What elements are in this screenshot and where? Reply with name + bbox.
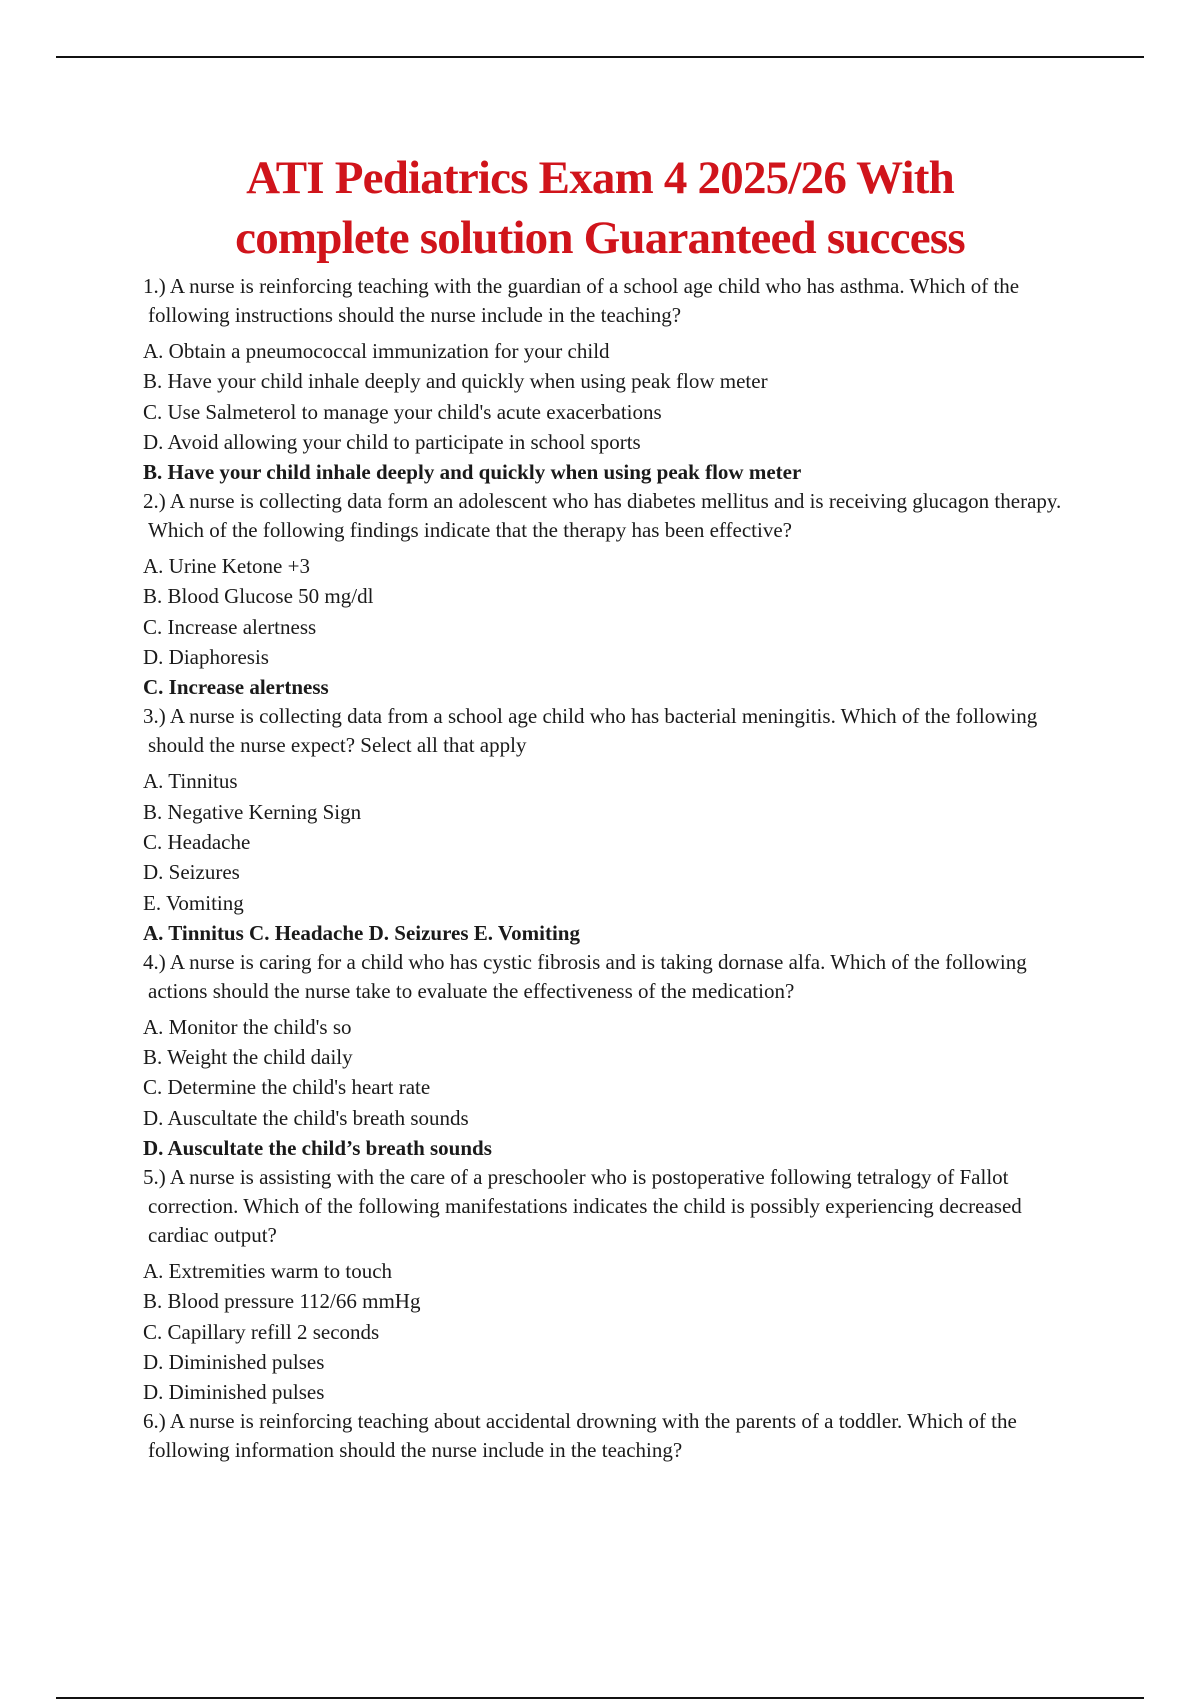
answer-key: A. Tinnitus C. Headache D. Seizures E. Vomiting (143, 920, 580, 945)
option-c: C. Capillary refill 2 seconds (143, 1319, 380, 1344)
option-list (143, 1012, 1083, 1133)
question-text: 1.) A nurse is reinforcing teaching with the guardian of a school age child who has asthma. Which of the following instructions should the nurse include in the teaching? (143, 274, 1020, 327)
option-a: A. Urine Ketone +3 (143, 554, 310, 579)
option-list (143, 766, 1083, 917)
question-block-2 (143, 487, 1083, 702)
question-block-3 (143, 702, 1083, 947)
question-text: 3.) A nurse is collecting data from a school age child who has bacterial meningitis. Which of the following should the nurse expect? Select all that apply (143, 704, 1038, 758)
option-d: D. Seizures (143, 860, 240, 885)
option-list (143, 1256, 1083, 1377)
option-b: B. Blood Glucose 50 mg/dl (143, 584, 374, 609)
question-text: 2.) A nurse is collecting data form an adolescent who has diabetes mellitus and is receiving glucagon therapy. Which of the following findings indicate that the therapy has been effective? (143, 489, 1062, 543)
option-e: E. Vomiting (143, 890, 244, 915)
question-text: 6.) A nurse is reinforcing teaching about accidental drowning with the parents of a toddler. Which of the following information should the nurse include in the teaching? (143, 1409, 1017, 1463)
option-b: B. Negative Kerning Sign (143, 799, 362, 824)
question-text: 5.) A nurse is assisting with the care of a preschooler who is postoperative following tetralogy of Fallot correction. Which of the following manifestations indicates the child is possibly experiencing decreased cardiac output? (143, 1165, 1022, 1248)
question-list (143, 272, 1083, 1465)
answer-key: D. Diminished pulses (143, 1380, 325, 1405)
question-block-1 (143, 272, 1083, 487)
option-d: D. Diminished pulses (143, 1349, 325, 1374)
question-text: 4.) A nurse is caring for a child who has cystic fibrosis and is taking dornase alfa. Which of the following actions should the nurse take to evaluate the effectiveness of the medication? (143, 949, 1027, 1003)
answer-key: C. Increase alertness (143, 675, 329, 700)
option-b: B. Have your child inhale deeply and quickly when using peak flow meter (143, 369, 768, 394)
answer-key: D. Auscultate the child’s breath sounds (143, 1136, 492, 1161)
option-d: D. Auscultate the child's breath sounds (143, 1105, 469, 1130)
option-list (143, 336, 1083, 457)
option-b: B. Blood pressure 112/66 mmHg (143, 1289, 421, 1314)
option-a: A. Tinnitus (143, 769, 238, 794)
question-block-4 (143, 948, 1083, 1163)
option-b: B. Weight the child daily (143, 1045, 353, 1070)
option-a: A. Obtain a pneumococcal immunization for your child (143, 339, 610, 363)
option-d: D. Avoid allowing your child to participate in school sports (143, 429, 641, 454)
option-a: A. Extremities warm to touch (143, 1259, 393, 1284)
option-c: C. Headache (143, 829, 251, 854)
bottom-rule (56, 1697, 1144, 1699)
option-a: A. Monitor the child's so (143, 1014, 352, 1039)
option-c: C. Use Salmeterol to manage your child's acute exacerbations (143, 399, 662, 424)
option-c: C. Determine the child's heart rate (143, 1075, 431, 1100)
top-rule (56, 56, 1144, 58)
option-list (143, 551, 1083, 672)
title-line-1: ATI Pediatrics Exam 4 2025/26 With (246, 152, 954, 204)
question-block-5 (143, 1163, 1083, 1407)
document-title (80, 148, 1120, 268)
option-c: C. Increase alertness (143, 614, 317, 639)
answer-key: B. Have your child inhale deeply and quickly when using peak flow meter (143, 460, 802, 485)
title-line-2: complete solution Guaranteed success (235, 212, 965, 264)
question-block-6 (143, 1407, 1083, 1465)
option-d: D. Diaphoresis (143, 645, 269, 670)
